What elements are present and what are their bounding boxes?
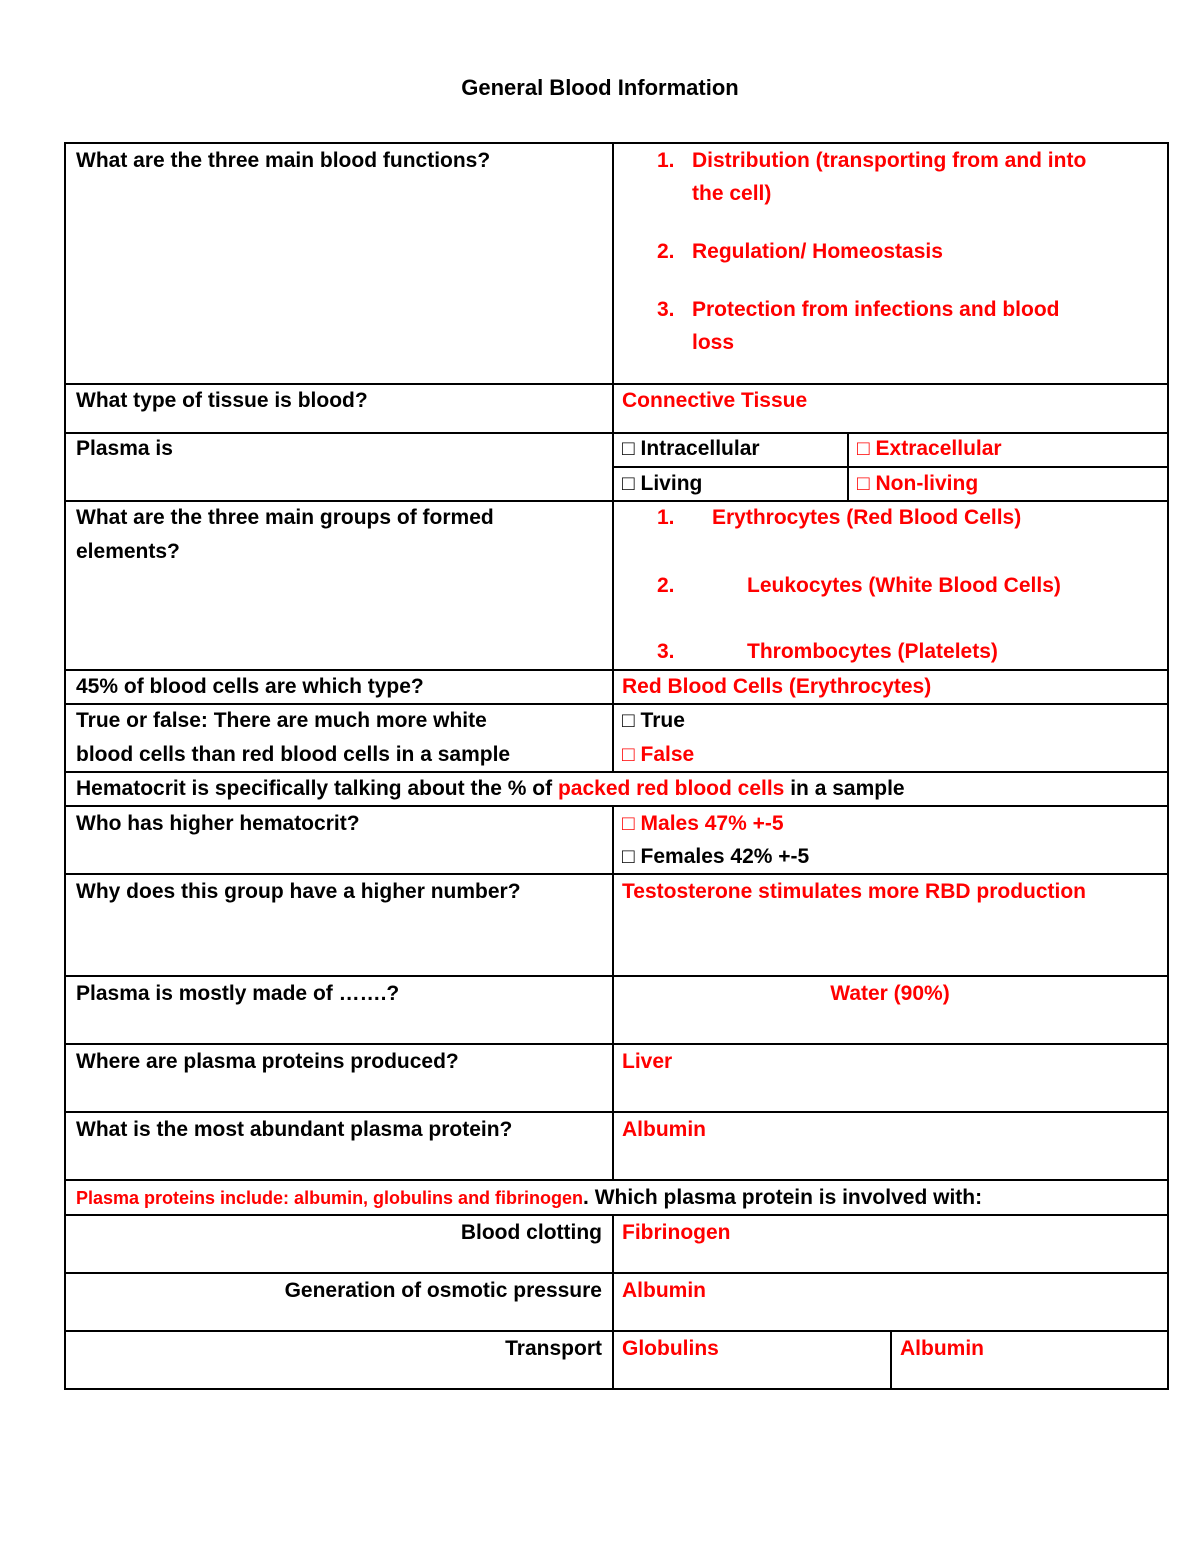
list-number: 1. bbox=[657, 506, 675, 529]
row-divider bbox=[66, 432, 1169, 434]
option-true[interactable]: □ True bbox=[622, 709, 685, 732]
plasma-proteins-question: . Which plasma protein is involved with: bbox=[583, 1186, 983, 1209]
answer-function-3: 3. Protection from infections and blood bbox=[657, 293, 1060, 327]
answer-45-percent: Red Blood Cells (Erythrocytes) bbox=[622, 675, 932, 698]
answer-function-3-cont: loss bbox=[692, 331, 735, 354]
answer-function-1: 1. Distribution (transporting from and into bbox=[657, 144, 1086, 178]
answer-abundant-protein: Albumin bbox=[622, 1118, 706, 1141]
question-higher-hematocrit: Who has higher hematocrit? bbox=[76, 812, 360, 835]
question-plasma-mostly: Plasma is mostly made of …….? bbox=[76, 982, 400, 1005]
answer-plasma-mostly: Water (90%) bbox=[830, 982, 950, 1005]
option-non-living[interactable]: □ Non-living bbox=[857, 472, 979, 495]
answer-blood-clotting: Fibrinogen bbox=[622, 1221, 731, 1244]
hematocrit-answer: packed red blood cells bbox=[557, 777, 785, 800]
option-living[interactable]: □ Living bbox=[622, 472, 703, 495]
answer-tissue-type: Connective Tissue bbox=[622, 389, 808, 412]
list-number: 2. bbox=[657, 240, 675, 263]
label-osmotic-pressure: Generation of osmotic pressure bbox=[284, 1279, 602, 1302]
list-number: 2. bbox=[657, 574, 675, 597]
answer-function-2: 2. Regulation/ Homeostasis bbox=[657, 235, 943, 269]
hematocrit-suffix: in a sample bbox=[790, 777, 905, 800]
list-number: 1. bbox=[657, 149, 675, 172]
question-formed-elements-cont: elements? bbox=[76, 540, 180, 563]
question-why-higher: Why does this group have a higher number? bbox=[76, 880, 521, 903]
answer-formed-3: 3. Thrombocytes (Platelets) bbox=[657, 635, 998, 669]
page-title: General Blood Information bbox=[461, 75, 739, 100]
option-females[interactable]: □ Females 42% +-5 bbox=[622, 845, 810, 868]
answer-formed-1: 1. Erythrocytes (Red Blood Cells) bbox=[657, 501, 1021, 535]
hematocrit-prefix: Hematocrit is specifically talking about the % of bbox=[76, 777, 553, 800]
answer-function-1-cont: the cell) bbox=[692, 182, 772, 205]
question-formed-elements: What are the three main groups of formed bbox=[76, 506, 494, 529]
option-intracellular[interactable]: □ Intracellular bbox=[622, 437, 760, 460]
answer-osmotic-pressure: Albumin bbox=[622, 1279, 706, 1302]
list-number: 3. bbox=[657, 298, 675, 321]
option-males[interactable]: □ Males 47% +-5 bbox=[622, 812, 784, 835]
column-divider bbox=[847, 432, 849, 500]
question-blood-functions: What are the three main blood functions? bbox=[76, 149, 491, 172]
label-transport: Transport bbox=[505, 1337, 602, 1360]
list-number: 3. bbox=[657, 640, 675, 663]
answer-formed-2: 2. Leukocytes (White Blood Cells) bbox=[657, 569, 1061, 603]
question-proteins-produced: Where are plasma proteins produced? bbox=[76, 1050, 459, 1073]
question-abundant-protein: What is the most abundant plasma protein? bbox=[76, 1118, 513, 1141]
label-blood-clotting: Blood clotting bbox=[460, 1221, 602, 1244]
answer-transport-1: Globulins bbox=[622, 1337, 719, 1360]
hematocrit-statement bbox=[76, 772, 905, 806]
answer-transport-2: Albumin bbox=[900, 1337, 984, 1360]
answer-why-higher: Testosterone stimulates more RBD production bbox=[622, 880, 1087, 903]
question-true-false: True or false: There are much more white bbox=[76, 709, 487, 732]
column-divider bbox=[612, 144, 614, 771]
column-divider bbox=[612, 1214, 614, 1390]
question-tissue-type: What type of tissue is blood? bbox=[76, 389, 368, 412]
answer-proteins-produced: Liver bbox=[622, 1050, 673, 1073]
option-false[interactable]: □ False bbox=[622, 743, 695, 766]
column-divider bbox=[890, 1330, 892, 1390]
option-extracellular[interactable]: □ Extracellular bbox=[857, 437, 1002, 460]
question-true-false-cont: blood cells than red blood cells in a sample bbox=[76, 743, 511, 766]
question-plasma-is: Plasma is bbox=[76, 437, 173, 460]
plasma-proteins-intro bbox=[76, 1181, 982, 1215]
plasma-proteins-list: Plasma proteins include: albumin, globulins and fibrinogen bbox=[76, 1188, 584, 1208]
question-45-percent: 45% of blood cells are which type? bbox=[76, 675, 424, 698]
